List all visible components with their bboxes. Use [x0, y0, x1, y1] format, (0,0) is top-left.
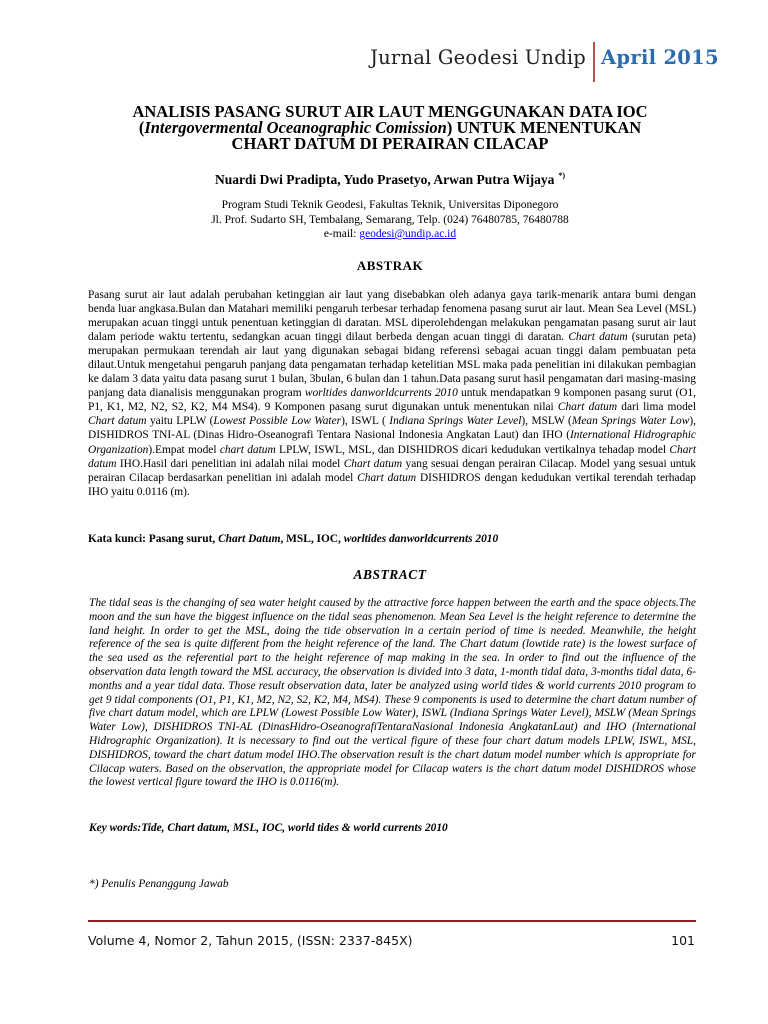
- abstrak-body: Pasang surut air laut adalah perubahan ketinggian air laut yang disebabkan oleh adanya gaya tarik-menarik antara bumi dengan benda luar angkasa.Bulan dan Matahari memiliki pengaruh terbesar terhadap fenomena pasang surut air laut. Mean Sea Level (MSL) merupakan acuan tinggi untuk penentuan ketinggian di daratan. MSL diperolehdengan melakukan pengamatan pasang surut air laut dalam periode waktu tertentu, sedangkan acuan tinggi dilaut berbeda dengan acuan tinggi di daratan. Chart datum (surutan peta) merupakan permukaan terendah air laut yang digunakan sebagai bidang referensi sebagai acuan tinggi dalam pembuatan peta dilaut.Untuk mengetahui pengaruh panjang data pengamatan terhadap ketelitian MSL maka pada penelitian ini dilakukan pembagian ke dalam 3 data yaitu data pasang surut 1 bulan, 3bulan, 6 bulan dan 1 tahun.Data pasang surut hasil pengamatan dari masing-masing panjang data dianalisis menggunakan program worltides danworldcurrents 2010 untuk mendapatkan 9 komponen pasang surut (O1, P1, K1, M2, N2, S2, K2, M4 MS4). 9 Komponen pasang surut digunakan untuk menentukan nilai Chart datum dari lima model Chart datum yaitu LPLW (Lowest Possible Low Water), ISWL ( Indiana Springs Water Level), MSLW (Mean Springs Water Low), DISHIDROS TNI-AL (Dinas Hidro-Oseanografi Tentara Nasional Indonesia Angkatan Laut) dan IHO (International Hidrographic Organization).Empat model chart datum LPLW, ISWL, MSL, dan DISHIDROS dicari kedudukan vertikalnya tehadap model Chart datum IHO.Hasil dari penelitian ini adalah nilai model Chart datum yang sesuai dengan perairan Cilacap. Model yang sesuai untuk perairan Cilacap berdasarkan penelitian ini adalah model Chart datum DISHIDROS dengan kedudukan vertikal terendah terhadap IHO yaitu 0.0116 (m).: [88, 289, 697, 498]
- title-line-1: ANALISIS PASANG SURUT AIR LAUT MENGGUNAKAN DATA IOC: [132, 102, 648, 121]
- paper-title: [80, 104, 700, 152]
- author-list: Nuardi Dwi Pradipta, Yudo Prasetyo, Arwan Putra Wijaya *): [214, 171, 566, 187]
- issue-date: April 2015: [601, 46, 719, 69]
- affiliation-line-2: Jl. Prof. Sudarto SH, Tembalang, Semarang, Telp. (024) 76480785, 76480788: [211, 213, 569, 226]
- abstrak-heading: ABSTRAK: [356, 258, 424, 273]
- footer-divider: [88, 920, 696, 922]
- email-link[interactable]: geodesi@undip.ac.id: [359, 228, 457, 240]
- title-ioc-expansion: Intergovermental Oceanographic Comission: [144, 118, 447, 137]
- corresponding-author-mark: *): [558, 171, 566, 180]
- affiliation-line-1: Program Studi Teknik Geodesi, Fakultas Teknik, Universitas Diponegoro: [221, 199, 559, 211]
- title-line-2: (Intergovermental Oceanographic Comission) UNTUK MENENTUKAN: [138, 118, 642, 137]
- abstract-heading: ABSTRACT: [353, 567, 427, 582]
- affiliation: [80, 198, 700, 242]
- affiliation-email-line: e-mail: geodesi@undip.ac.id: [323, 228, 457, 240]
- page-number: 101: [671, 933, 695, 948]
- journal-name: Jurnal Geodesi Undip: [370, 46, 586, 69]
- header-divider: [593, 42, 595, 82]
- kata-kunci: Kata kunci: Pasang surut, Chart Datum, MSL, IOC, worltides danworldcurrents 2010: [88, 533, 499, 545]
- key-words: Key words:Tide, Chart datum, MSL, IOC, world tides & world currents 2010: [89, 822, 448, 834]
- abstract-body: The tidal seas is the changing of sea water height caused by the attractive force happen between the earth and the space objects.The moon and the sun have the biggest influence on the tidal seas phenomenon. Mean Sea Level is the height reference to determine the land height. In order to get the MSL, doing the tide observation in a certain period of time is needed. Meanwhile, the height reference of the sea is quite different from the height reference of the land. The Chart datum (lowtide rate) is the lowest surface of the sea used as the referential part to the height reference of map making in the sea. In order to find out the influence of the observation data length toward the MSL accuracy, the observation is divided into 3 data, 1-month tidal data, 3-months tidal data, 6-months and a year tidal data. Those result observation data, later be analyzed using world tides & world currents 2010 program to get 9 tidal components (O1, P1, K1, M2, N2, S2, K2, M4, MS4). These 9 components is used to determine the chart datum number of five chart datum model, which are LPLW (Lowest Possible Low Water), ISWL (Indiana Springs Water Level), MSLW (Mean Springs Water Low), DISHIDROS TNI-AL (DinasHidro-OseanografiTentaraNasional Indonesia AngkatanLaut) and IHO (International Hidrographic Organization). It is necessary to find out the vertical figure of these four chart datum models LPLW, ISWL, MSL, DISHIDROS, toward the chart datum model IHO.The observation result is the chart datum model number which is appropriate for Cilacap waters. Based on the observation, the appropriate model for Cilacap waters is the chart datum model DISHIDROS whose the lowest vertical figure toward the IHO is 0.0116(m).: [89, 597, 696, 789]
- title-line-3: CHART DATUM DI PERAIRAN CILACAP: [231, 134, 549, 153]
- footer-citation: Volume 4, Nomor 2, Tahun 2015, (ISSN: 2337-845X): [88, 933, 413, 948]
- footnote: *) Penulis Penanggung Jawab: [89, 878, 229, 890]
